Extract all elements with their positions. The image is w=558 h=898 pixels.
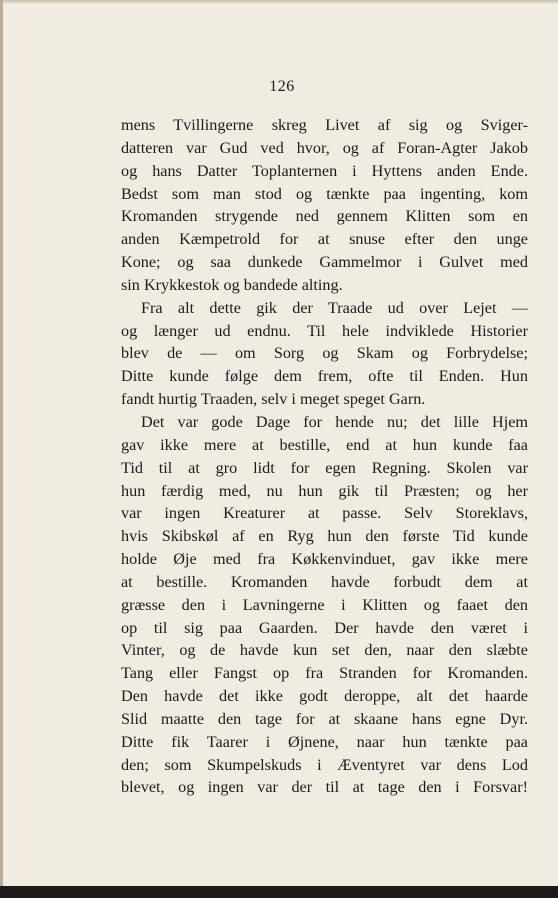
text-line: anden Kæmpetrold for at snuse efter den unge bbox=[121, 230, 528, 249]
text-line: datteren var Gud ved hvor, og af Foran-Agter Jakob bbox=[121, 138, 528, 157]
page-top-edge bbox=[3, 0, 558, 4]
text-line: op til sig paa Gaarden. Der havde den været i bbox=[121, 618, 528, 637]
text-line: hun færdig med, nu hun gik til Præsten; og her bbox=[121, 481, 528, 500]
text-line: og hans Datter Toplanternen i Hyttens anden Ende. bbox=[121, 161, 528, 180]
text-line: Ditte fik Taarer i Øjnene, naar hun tænkte paa bbox=[121, 732, 528, 751]
text-line: at bestille. Kromanden havde forbudt dem at bbox=[121, 572, 528, 591]
text-line: var ingen Kreaturer at passe. Selv Storeklavs, bbox=[121, 504, 528, 523]
page-bottom-shadow bbox=[0, 886, 558, 898]
text-line: holde Øje med fra Køkkenvinduet, gav ikke mere bbox=[121, 550, 528, 569]
text-line: den; som Skumpelskuds i Æventyret var dens Lod bbox=[121, 755, 528, 774]
text-line: Slid maatte den tage for at skaane hans egne Dyr. bbox=[121, 709, 528, 728]
text-line: fandt hurtig Traaden, selv i meget speget Garn. bbox=[121, 390, 426, 409]
text-line: Fra alt dette gik der Traade ud over Lejet — bbox=[141, 298, 528, 317]
text-line: græsse den i Lavningerne i Klitten og faaet den bbox=[121, 595, 528, 614]
text-line: gav ikke mere at bestille, end at hun kunde faa bbox=[121, 435, 528, 454]
text-line: og længer ud endnu. Til hele indviklede Historier bbox=[121, 321, 528, 340]
text-line: sin Krykkestok og bandede alting. bbox=[121, 275, 343, 294]
text-line: Vinter, og de havde kun set den, naar den slæbte bbox=[121, 641, 528, 660]
text-line: Tang eller Fangst op fra Stranden for Kromanden. bbox=[121, 664, 528, 683]
text-line: Tid til at gro lidt for egen Regning. Skolen var bbox=[121, 458, 528, 477]
text-line: blev de — om Sorg og Skam og Forbrydelse; bbox=[121, 344, 528, 363]
text-line: Det var gode Dage for hende nu; det lille Hjem bbox=[141, 412, 528, 431]
text-line: mens Tvillingerne skreg Livet af sig og Sviger- bbox=[121, 116, 528, 134]
page-number: 126 bbox=[269, 78, 295, 95]
text-line: Kromanden strygende ned gennem Klitten som en bbox=[121, 207, 528, 226]
text-line: Den havde det ikke godt deroppe, alt det haarde bbox=[121, 687, 528, 706]
text-line: Ditte kunde følge dem frem, ofte til Enden. Hun bbox=[121, 367, 528, 386]
text-line: hvis Skibskøl af en Ryg hun den første Tid kunde bbox=[121, 527, 528, 546]
text-line: Kone; og saa dunkede Gammelmor i Gulvet med bbox=[121, 253, 528, 272]
text-line: blevet, og ingen var der til at tage den i Forsvar! bbox=[121, 778, 528, 797]
body-text bbox=[121, 114, 528, 799]
text-line: Bedst som man stod og tænkte paa ingenting, kom bbox=[121, 184, 528, 203]
